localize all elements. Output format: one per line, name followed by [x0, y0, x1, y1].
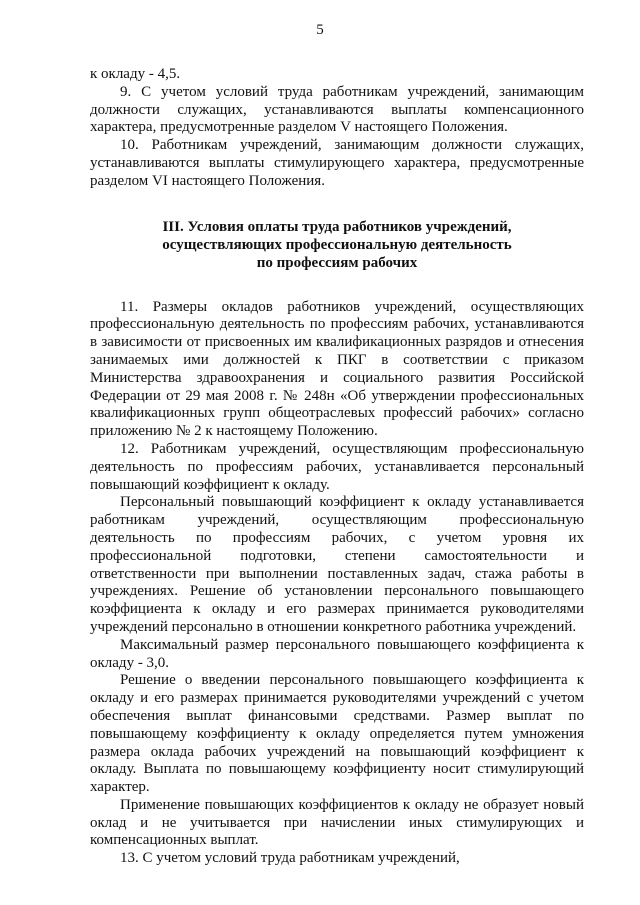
paragraph-coefficient-decision: Решение о введении персонального повышающего коэффициента к окладу и его размерах принимается руководителями учреждений с учетом обеспечения выплат финансовыми средствами. Размер выплат по повышающему коэффициенту к окладу определяется путем умножения размера оклада рабочих учреждений на повышающий коэффициент к окладу. Выплата по повышающему коэффициенту носит стимулирующий характер.: [90, 672, 584, 796]
paragraph-personal-coefficient: Персональный повышающий коэффициент к окладу устанавливается работникам учреждений, осуществляющим профессиональную деятельность по профессиям рабочих, с учетом уровня их профессиональной подготовки, степени самостоятельности и ответственности при выполнении поставленных задач, стажа работы в учреждениях. Решение об установлении персонального повышающего коэффициента к окладу и его размерах принимается руководителями учреждений персонально в отношении конкретного работника учреждений.: [90, 494, 584, 635]
paragraph-item-12: 12. Работникам учреждений, осуществляющим профессиональную деятельность по профессиям рабочих, устанавливается персональный повышающий коэффициент к окладу.: [90, 440, 584, 493]
section-heading-line: III. Условия оплаты труда работников учреждений,: [162, 218, 512, 235]
document-body: [90, 66, 584, 868]
section-heading-line: по профессиям рабочих: [256, 254, 418, 271]
paragraph-item-10: 10. Работникам учреждений, занимающим должности служащих, устанавливаются выплаты стимулирующего характера, предусмотренные разделом VI настоящего Положения.: [90, 137, 584, 189]
page-number: 5: [316, 22, 324, 38]
section-heading-line: осуществляющих профессиональную деятельность: [162, 236, 512, 253]
paragraph-item-11: 11. Размеры окладов работников учреждений, осуществляющих профессиональную деятельность по профессиям рабочих, устанавливаются в зависимости от присвоенных им квалификационных разрядов и отнесения занимаемых ими должностей к ПКГ в соответствии с приказом Министерства здравоохранения и социального развития Российской Федерации от 29 мая 2008 г. № 248н «Об утверждении профессиональных квалификационных групп общеотраслевых профессий рабочих» согласно приложению № 2 к настоящему Положению.: [90, 298, 584, 440]
paragraph-item-13: 13. С учетом условий труда работникам учреждений,: [120, 850, 460, 867]
paragraph-max-coefficient: Максимальный размер персонального повышающего коэффициента к окладу - 3,0.: [90, 636, 584, 671]
paragraph-item-9: 9. С учетом условий труда работникам учреждений, занимающим должности служащих, устанавливаются выплаты компенсационного характера, предусмотренные разделом V настоящего Положения.: [90, 83, 584, 136]
paragraph-coefficient-application: Применение повышающих коэффициентов к окладу не образует новый оклад и не учитывается при начислении иных стимулирующих и компенсационных выплат.: [90, 796, 584, 849]
paragraph-continuation: к окладу - 4,5.: [90, 66, 181, 82]
section-heading: [90, 218, 584, 272]
